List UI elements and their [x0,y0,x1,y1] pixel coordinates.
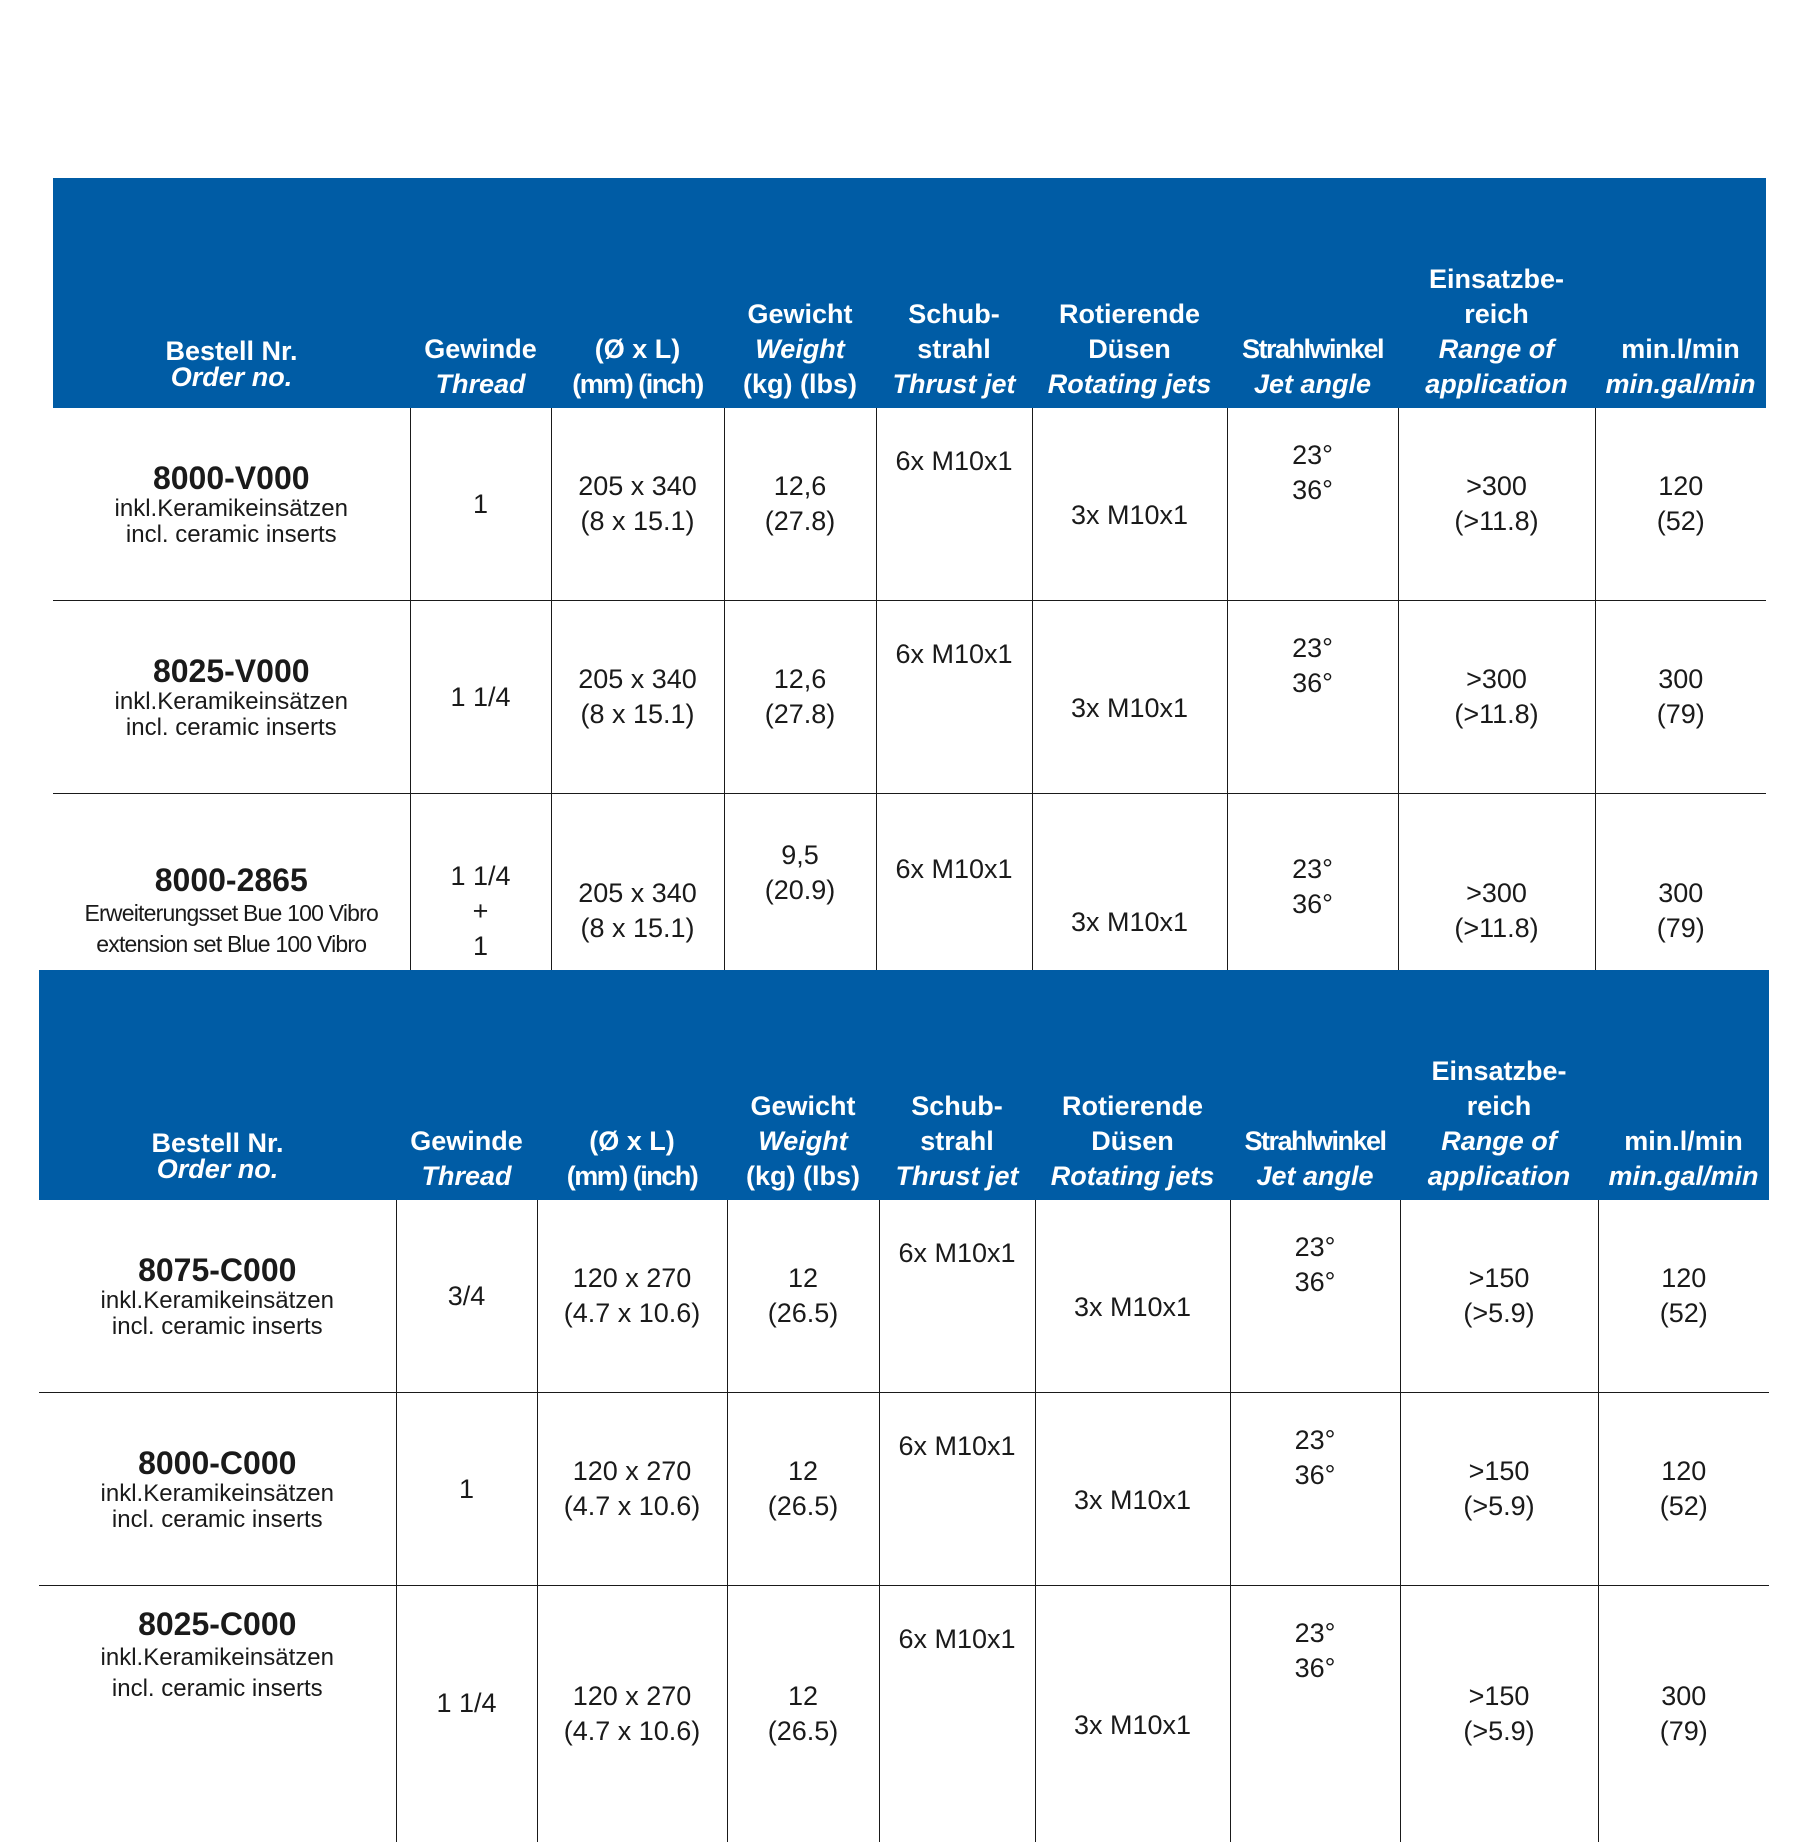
weight-cell: 9,5 (20.9) [724,794,876,1029]
thread-cell: 3/4 [396,1200,537,1393]
dimensions-cell: 120 x 270 (4.7 x 10.6) [537,1586,727,1842]
table-row [39,1393,1769,1586]
jet-angle-cell: 23° 36° [1230,1200,1400,1393]
flow-cell: 120 (52) [1598,1393,1769,1586]
range-cell: >300 (>11.8) [1398,601,1595,794]
weight-cell: 12 (26.5) [727,1393,879,1586]
dimensions-cell: 205 x 340 (8 x 15.1) [551,794,724,1029]
thrust-jet-cell: 6x M10x1 [879,1586,1035,1842]
range-cell: >150 (>5.9) [1400,1393,1598,1586]
thread-cell: 1 1/4 + 1 [410,794,551,1029]
weight-cell: 12 (26.5) [727,1586,879,1842]
jet-angle-cell: 23° 36° [1230,1586,1400,1842]
order-cell: 8075-C000 inkl.Keramikeinsätzen incl. ceramic inserts [39,1200,396,1393]
thread-cell: 1 1/4 [396,1586,537,1842]
order-number: 8000-2865 [53,862,410,898]
thrust-jet-cell: 6x M10x1 [879,1200,1035,1393]
rotating-jets-cell: 3x M10x1 [1032,601,1227,794]
header-order-no: Bestell Nr. Order no. [53,178,410,408]
weight-cell: 12 (26.5) [727,1200,879,1393]
table-row [53,408,1766,601]
range-cell: >150 (>5.9) [1400,1586,1598,1842]
header-min-flow: min.l/min min.gal/min [1595,178,1766,408]
dimensions-cell: 120 x 270 (4.7 x 10.6) [537,1200,727,1393]
thread-cell: 1 [410,408,551,601]
order-cell: 8000-V000 inkl.Keramikeinsätzen incl. ceramic inserts [53,408,410,601]
dimensions-cell: 205 x 340 (8 x 15.1) [551,408,724,601]
order-number: 8025-C000 [39,1606,396,1642]
dimensions-cell: 120 x 270 (4.7 x 10.6) [537,1393,727,1586]
flow-cell: 120 (52) [1595,408,1766,601]
flow-cell: 300 (79) [1595,794,1766,1029]
weight-cell: 12,6 (27.8) [724,408,876,601]
header-jet-angle: Strahlwinkel Jet angle [1230,970,1400,1200]
range-cell: >150 (>5.9) [1400,1200,1598,1393]
range-cell: >300 (>11.8) [1398,408,1595,601]
dimensions-cell: 205 x 340 (8 x 15.1) [551,601,724,794]
header-dimensions: (Ø x L) (mm) (inch) [551,178,724,408]
header-order-no: Bestell Nr. Order no. [39,970,396,1200]
order-cell: 8025-C000 inkl.Keramikeinsätzen incl. ceramic inserts [39,1586,396,1842]
rotating-jets-cell: 3x M10x1 [1035,1393,1230,1586]
order-number: 8000-C000 [39,1445,396,1481]
thrust-jet-cell: 6x M10x1 [876,794,1032,1029]
product-table-v-series [53,178,1766,1028]
header-rotating-jets: Rotierende Düsen Rotating jets [1032,178,1227,408]
rotating-jets-cell: 3x M10x1 [1032,408,1227,601]
flow-cell: 300 (79) [1595,601,1766,794]
product-table-c-series [39,970,1769,1842]
jet-angle-cell: 23° 36° [1227,601,1398,794]
rotating-jets-cell: 3x M10x1 [1035,1586,1230,1842]
header-weight: Gewicht Weight (kg) (lbs) [727,970,879,1200]
table-row [39,1586,1769,1842]
header-rotating-jets: Rotierende Düsen Rotating jets [1035,970,1230,1200]
weight-cell: 12,6 (27.8) [724,601,876,794]
header-jet-angle: Strahlwinkel Jet angle [1227,178,1398,408]
header-thread: Gewinde Thread [396,970,537,1200]
range-cell: >300 (>11.8) [1398,794,1595,1029]
jet-angle-cell: 23° 36° [1230,1393,1400,1586]
header-range-of-application: Einsatzbe- reich Range of application [1398,178,1595,408]
table-row [53,601,1766,794]
flow-cell: 300 (79) [1598,1586,1769,1842]
header-dimensions: (Ø x L) (mm) (inch) [537,970,727,1200]
header-min-flow: min.l/min min.gal/min [1598,970,1769,1200]
order-number: 8025-V000 [53,653,410,689]
flow-cell: 120 (52) [1598,1200,1769,1393]
rotating-jets-cell: 3x M10x1 [1035,1200,1230,1393]
order-cell: 8025-V000 inkl.Keramikeinsätzen incl. ceramic inserts [53,601,410,794]
jet-angle-cell: 23° 36° [1227,794,1398,1029]
table-row [39,1200,1769,1393]
header-range-of-application: Einsatzbe- reich Range of application [1400,970,1598,1200]
order-cell: 8000-C000 inkl.Keramikeinsätzen incl. ceramic inserts [39,1393,396,1586]
header-thread: Gewinde Thread [410,178,551,408]
order-cell: 8000-2865 Erweiterungsset Bue 100 Vibro extension set Blue 100 Vibro [53,794,410,1029]
table-header-row [53,178,1766,408]
jet-angle-cell: 23° 36° [1227,408,1398,601]
rotating-jets-cell: 3x M10x1 [1032,794,1227,1029]
order-number: 8075-C000 [39,1252,396,1288]
header-weight: Gewicht Weight (kg) (lbs) [724,178,876,408]
order-number: 8000-V000 [53,460,410,496]
thread-cell: 1 1/4 [410,601,551,794]
thrust-jet-cell: 6x M10x1 [876,601,1032,794]
thread-cell: 1 [396,1393,537,1586]
thrust-jet-cell: 6x M10x1 [879,1393,1035,1586]
table-header-row [39,970,1769,1200]
thrust-jet-cell: 6x M10x1 [876,408,1032,601]
header-thrust-jet: Schub- strahl Thrust jet [879,970,1035,1200]
header-thrust-jet: Schub- strahl Thrust jet [876,178,1032,408]
